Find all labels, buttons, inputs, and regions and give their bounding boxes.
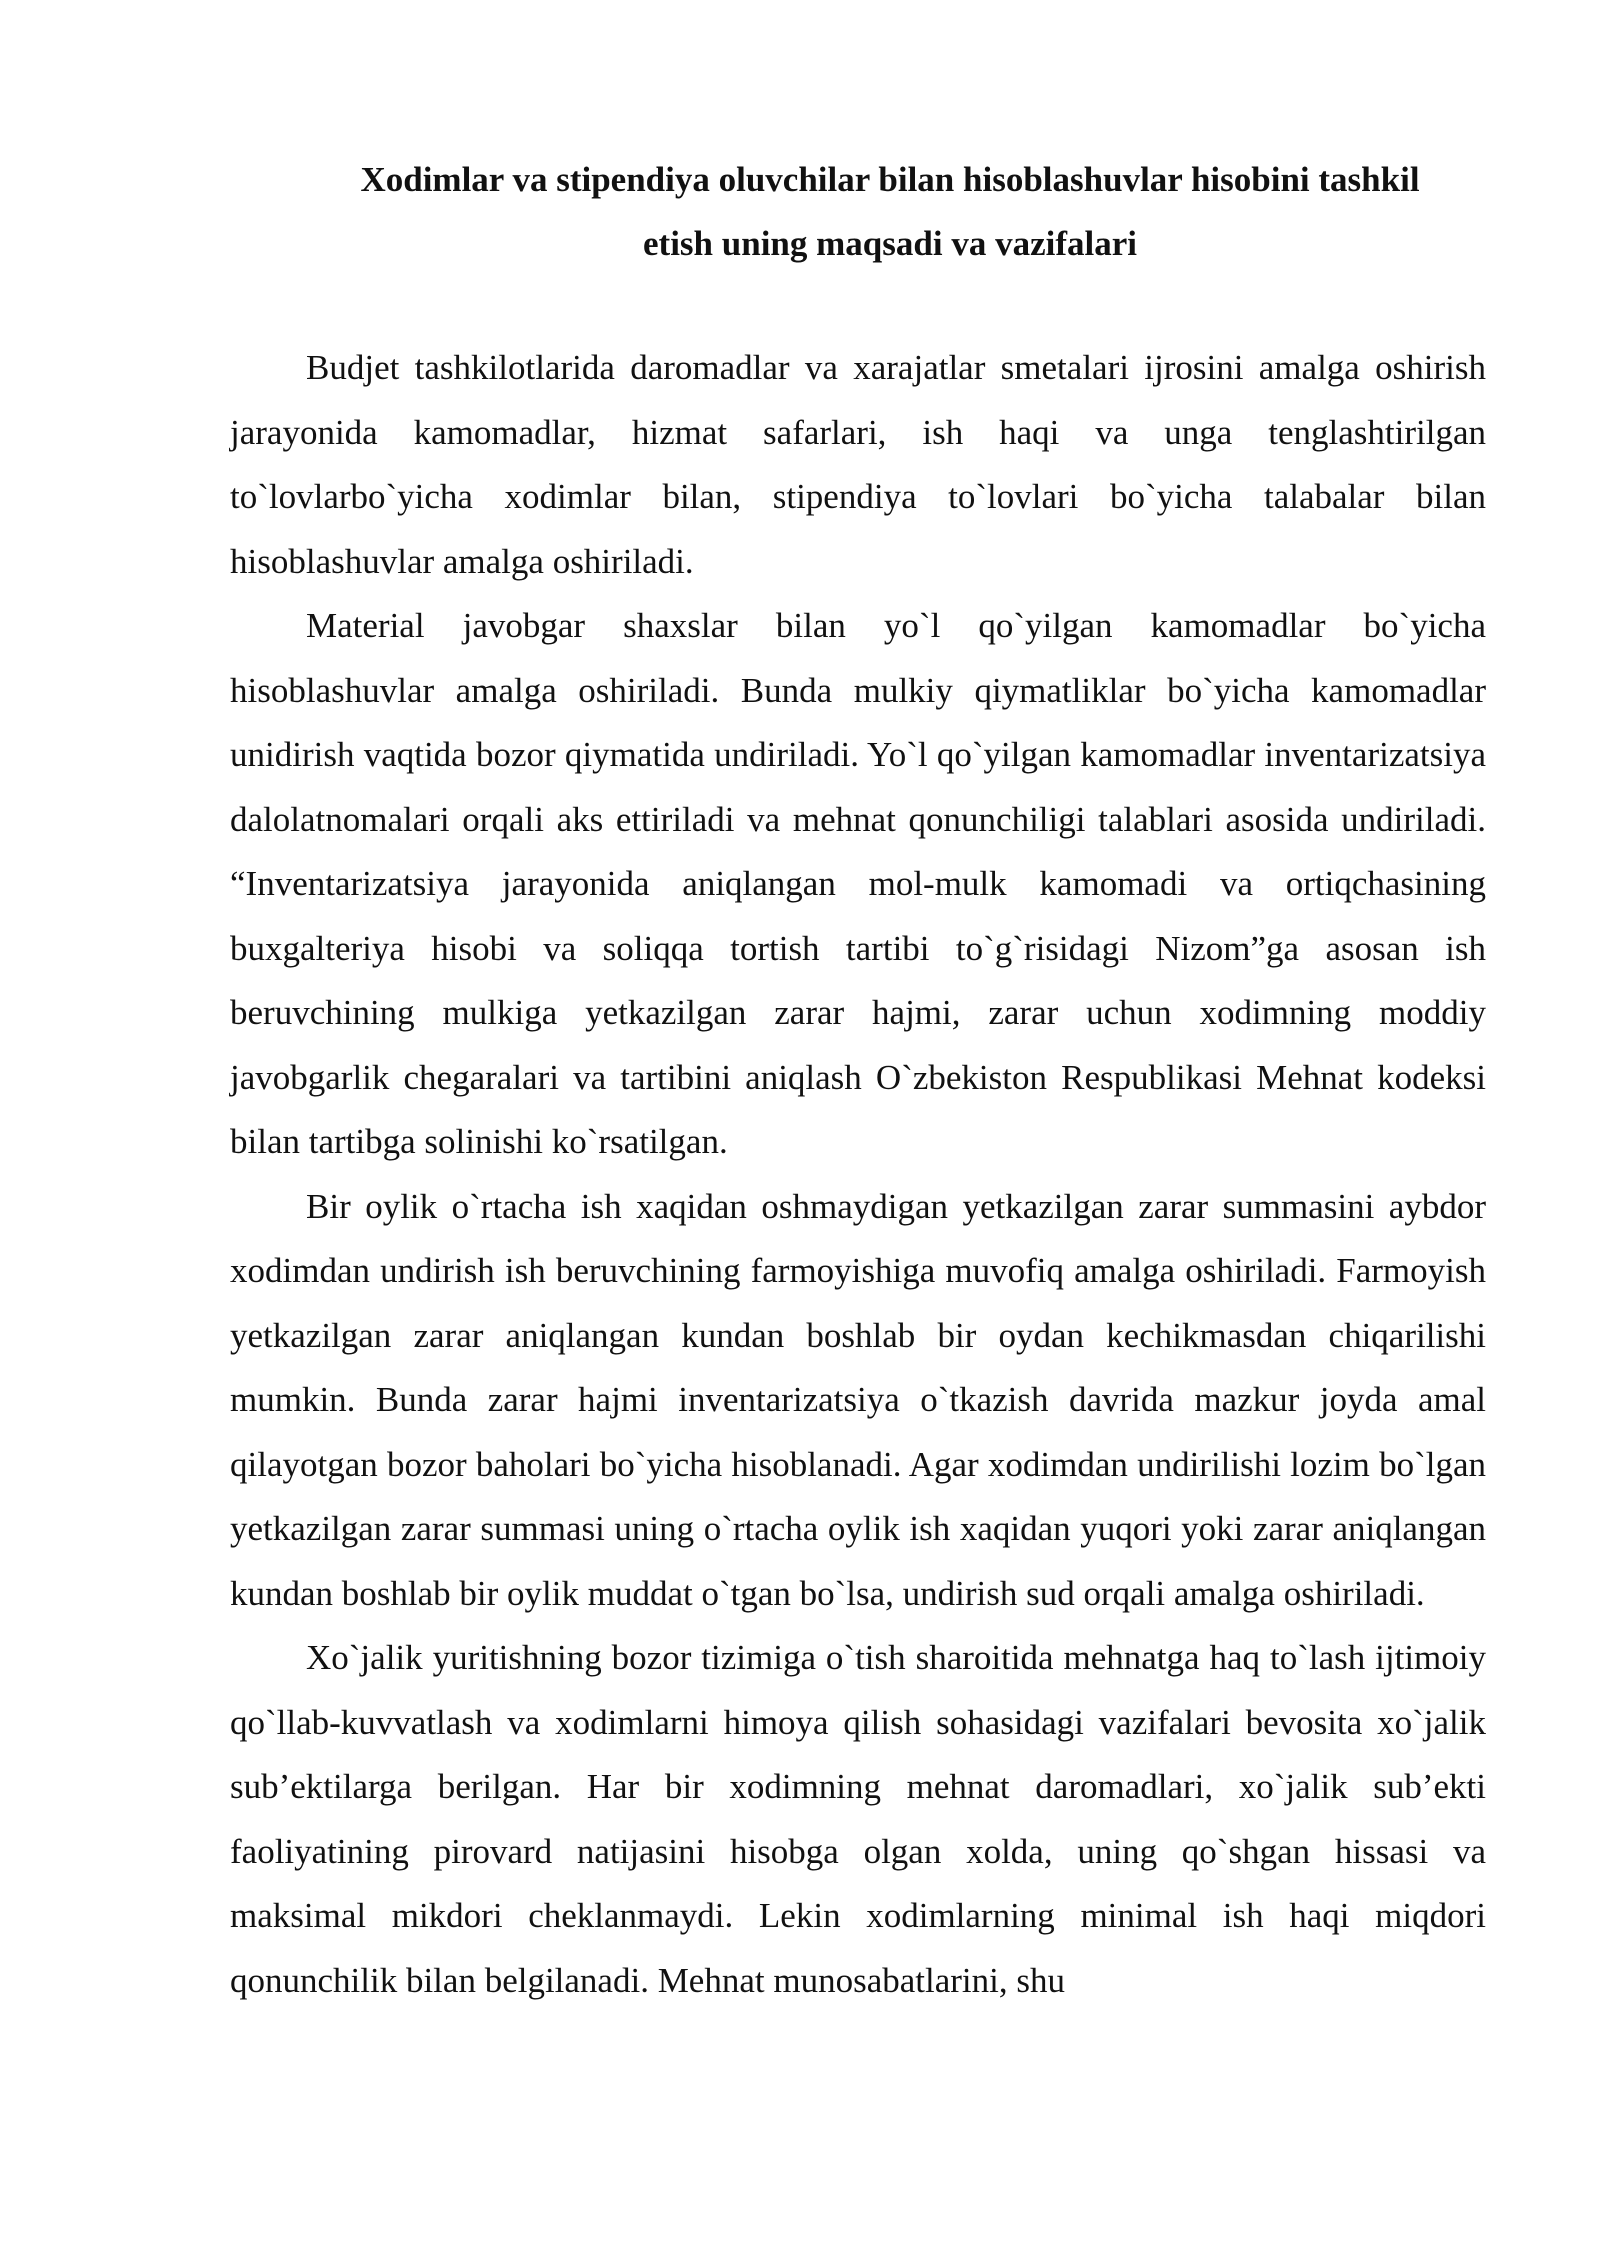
paragraph-3: Bir oylik o`rtacha ish xaqidan oshmaydigan yetkazilgan zarar summasini aybdor xodimdan undirish ish beruvchining farmoyishiga muvofiq amalga oshiriladi. Farmoyish yetkazilgan zarar aniqlangan kundan boshlab bir oydan kechikmasdan chiqarilishi mumkin. Bunda zarar hajmi inventarizatsiya o`tkazish davrida mazkur joyda amal qilayotgan bozor baholari bo`yicha hisoblanadi. Agar xodimdan undirilishi lozim bo`lgan yetkazilgan zarar summasi uning o`rtacha oylik ish xaqidan yuqori yoki zarar aniqlangan kundan boshlab bir oylik muddat o`tgan bo`lsa, undirish sud orqali amalga oshiriladi. bbox=[230, 1186, 1486, 1613]
page-title bbox=[300, 148, 1480, 276]
title-line-1: Xodimlar va stipendiya oluvchilar bilan hisoblashuvlar hisobini tashkil bbox=[360, 160, 1420, 199]
paragraph-2: Material javobgar shaxslar bilan yo`l qo`yilgan kamomadlar bo`yicha hisoblashuvlar amalga oshiriladi. Bunda mulkiy qiymatliklar bo`yicha kamomadlar unidirish vaqtida bozor qiymatida undiriladi. Yo`l qo`yilgan kamomadlar inventarizatsiya dalolatnomalari orqali aks ettiriladi va mehnat qonunchiligi talablari asosida undiriladi. “Inventarizatsiya jarayonida aniqlangan mol-mulk kamomadi va ortiqchasining buxgalteriya hisobi va soliqqa tortish tartibi to`g`risidagi Nizom”ga asosan ish beruvchining mulkiga yetkazilgan zarar hajmi, zarar uchun xodimning moddiy javobgarlik chegaralari va tartibini aniqlash O`zbekiston Respublikasi Mehnat kodeksi bilan tartibga solinishi ko`rsatilgan. bbox=[230, 606, 1486, 1161]
body-text bbox=[230, 336, 1486, 2013]
title-line-2: etish uning maqsadi va vazifalari bbox=[643, 224, 1137, 263]
paragraph-4: Xo`jalik yuritishning bozor tizimiga o`tish sharoitida mehnatga haq to`lash ijtimoiy qo`llab-kuvvatlash va xodimlarni himoya qilish sohasidagi vazifalari bevosita xo`jalik sub’ektilarga berilgan. Har bir xodimning mehnat daromadlari, xo`jalik sub’ekti faoliyatining pirovard natijasini hisobga olgan xolda, uning qo`shgan hissasi va maksimal mikdori cheklanmaydi. Lekin xodimlarning minimal ish haqi miqdori qonunchilik bilan belgilanadi. Mehnat munosabatlarini, shu bbox=[230, 1638, 1486, 2000]
paragraph-1: Budjet tashkilotlarida daromadlar va xarajatlar smetalari ijrosini amalga oshirish jarayonida kamomadlar, hizmat safarlari, ish haqi va unga tenglashtirilgan to`lovlarbo`yicha xodimlar bilan, stipendiya to`lovlari bo`yicha talabalar bilan hisoblashuvlar amalga oshiriladi. bbox=[230, 348, 1486, 581]
